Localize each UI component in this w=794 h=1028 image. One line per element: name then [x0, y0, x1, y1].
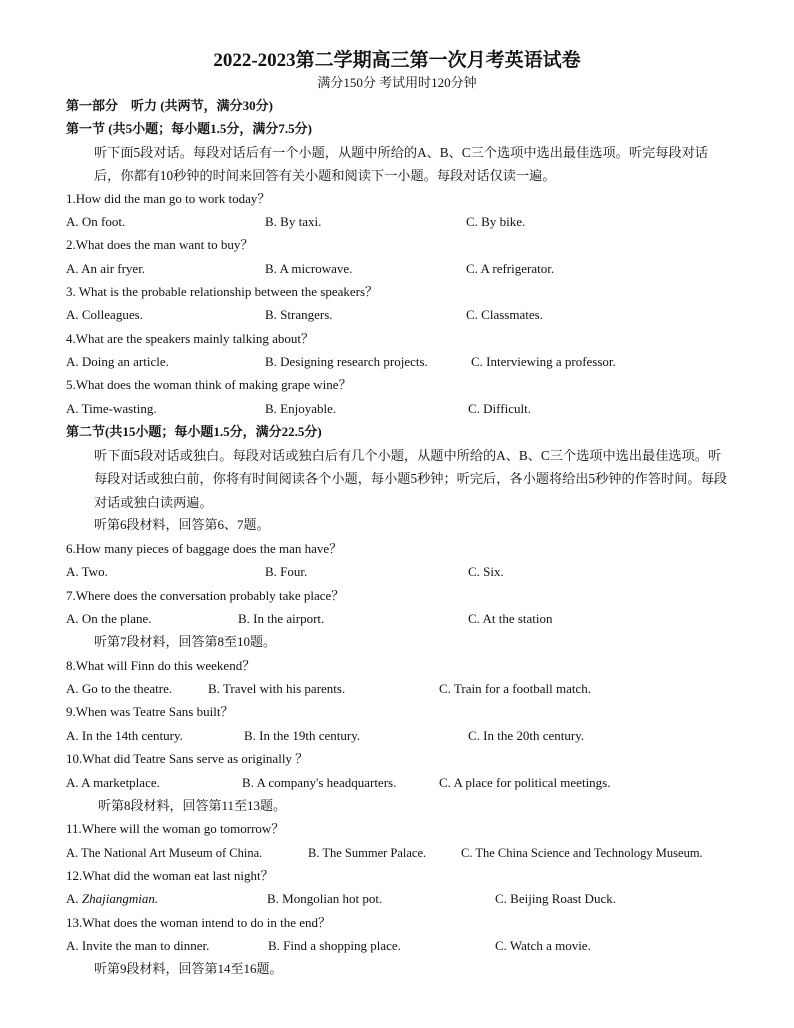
- question-2: 2.What does the man want to buy？: [66, 237, 254, 252]
- part1-heading: 第一部分 听力 (共两节，满分30分): [66, 98, 273, 113]
- section1-heading: 第一节 (共5小题；每小题1.5分，满分7.5分): [66, 121, 312, 136]
- q6-option-c: C. Six.: [468, 564, 504, 579]
- q12-option-a-text: Zhajiangmian.: [81, 891, 159, 906]
- q8-option-a: A. Go to the theatre.: [66, 681, 173, 696]
- material-7-instruction: 听第7段材料，回答第8至10题。: [94, 634, 277, 649]
- exam-title: 2022-2023第二学期高三第一次月考英语试卷: [213, 50, 581, 71]
- q8-option-c: C. Train for a football match.: [439, 681, 592, 696]
- q12-option-a: [66, 890, 158, 908]
- question-3: 3. What is the probable relationship between the speakers？: [66, 284, 379, 299]
- q9-option-a: A. In the 14th century.: [66, 728, 183, 743]
- q9-option-b: B. In the 19th century.: [244, 728, 361, 743]
- q1-option-a: A. On foot.: [66, 214, 126, 229]
- q6-option-b: B. Four.: [265, 564, 308, 579]
- section1-instructions: [66, 141, 728, 188]
- q9-option-c: C. In the 20th century.: [468, 728, 585, 743]
- q3-option-c: C. Classmates.: [466, 307, 543, 322]
- question-11: 11.Where will the woman go tomorrow？: [66, 821, 285, 836]
- q13-option-a: A. Invite the man to dinner.: [66, 938, 210, 953]
- material-8-instruction: 听第8段材料，回答第11至13题。: [98, 798, 287, 813]
- q5-option-c: C. Difficult.: [468, 401, 531, 416]
- q10-option-b: B. A company's headquarters.: [242, 775, 397, 790]
- q7-option-b: B. In the airport.: [238, 611, 325, 626]
- exam-subtitle: 满分150分 考试用时120分钟: [317, 75, 477, 90]
- section2-heading: 第二节(共15小题；每小题1.5分，满分22.5分): [66, 424, 322, 439]
- q6-option-a: A. Two.: [66, 564, 108, 579]
- q7-option-c: C. At the station: [468, 611, 553, 626]
- q1-option-b: B. By taxi.: [265, 214, 322, 229]
- q13-option-c: C. Watch a movie.: [495, 938, 591, 953]
- q1-option-c: C. By bike.: [466, 214, 526, 229]
- q5-option-a: A. Time-wasting.: [66, 401, 157, 416]
- q2-option-c: C. A refrigerator.: [466, 261, 555, 276]
- q8-option-b: B. Travel with his parents.: [208, 681, 346, 696]
- question-6: 6.How many pieces of baggage does the man have？: [66, 541, 343, 556]
- q3-option-a: A. Colleagues.: [66, 307, 143, 322]
- q13-option-b: B. Find a shopping place.: [268, 938, 401, 953]
- q5-option-b: B. Enjoyable.: [265, 401, 337, 416]
- q10-option-c: C. A place for political meetings.: [439, 775, 611, 790]
- section2-instructions-text: 听下面5段对话或独白。每段对话或独白后有几个小题，从题中所给的A、B、C三个选项中选出最佳选项。听每段对话或独白前，你将有时间阅读各个小题，每小题5秒钟；听完后，各小题将给出5秒钟的作答时间。每段对话或独白读两遍。: [94, 448, 727, 510]
- question-9: 9.When was Teatre Sans built？: [66, 704, 234, 719]
- q4-option-b: B. Designing research projects.: [265, 354, 428, 369]
- question-8: 8.What will Finn do this weekend？: [66, 658, 256, 673]
- material-6-instruction: 听第6段材料，回答第6、7题。: [94, 517, 270, 532]
- question-12: 12.What did the woman eat last night？: [66, 868, 274, 883]
- q2-option-a: A. An air fryer.: [66, 261, 146, 276]
- q11-option-a: A. The National Art Museum of China.: [66, 846, 263, 860]
- question-7: 7.Where does the conversation probably take place？: [66, 588, 345, 603]
- question-10: 10.What did Teatre Sans serve as originally ？: [66, 751, 309, 766]
- q12-option-c: C. Beijing Roast Duck.: [495, 891, 616, 906]
- material-9-instruction: 听第9段材料，回答第14至16题。: [94, 961, 283, 976]
- q3-option-b: B. Strangers.: [265, 307, 333, 322]
- q11-option-b: B. The Summer Palace.: [308, 846, 427, 860]
- question-13: 13.What does the woman intend to do in the end？: [66, 915, 332, 930]
- section2-instructions: [66, 444, 728, 514]
- q2-option-b: B. A microwave.: [265, 261, 353, 276]
- q12-option-a-letter: A.: [66, 891, 82, 906]
- section1-instructions-text: 听下面5段对话。每段对话后有一个小题，从题中所给的A、B、C三个选项中选出最佳选项。听完每段对话后，你都有10秒钟的时间来回答有关小题和阅读下一小题。每段对话仅读一遍。: [94, 145, 708, 184]
- q4-option-c: C. Interviewing a professor.: [471, 354, 616, 369]
- question-4: 4.What are the speakers mainly talking about？: [66, 331, 315, 346]
- question-5: 5.What does the woman think of making grape wine？: [66, 377, 352, 392]
- q11-option-c: C. The China Science and Technology Museum.: [461, 846, 703, 860]
- q10-option-a: A. A marketplace.: [66, 775, 160, 790]
- question-1: 1.How did the man go to work today？: [66, 191, 271, 206]
- q4-option-a: A. Doing an article.: [66, 354, 169, 369]
- q7-option-a: A. On the plane.: [66, 611, 152, 626]
- q12-option-b: B. Mongolian hot pot.: [267, 891, 383, 906]
